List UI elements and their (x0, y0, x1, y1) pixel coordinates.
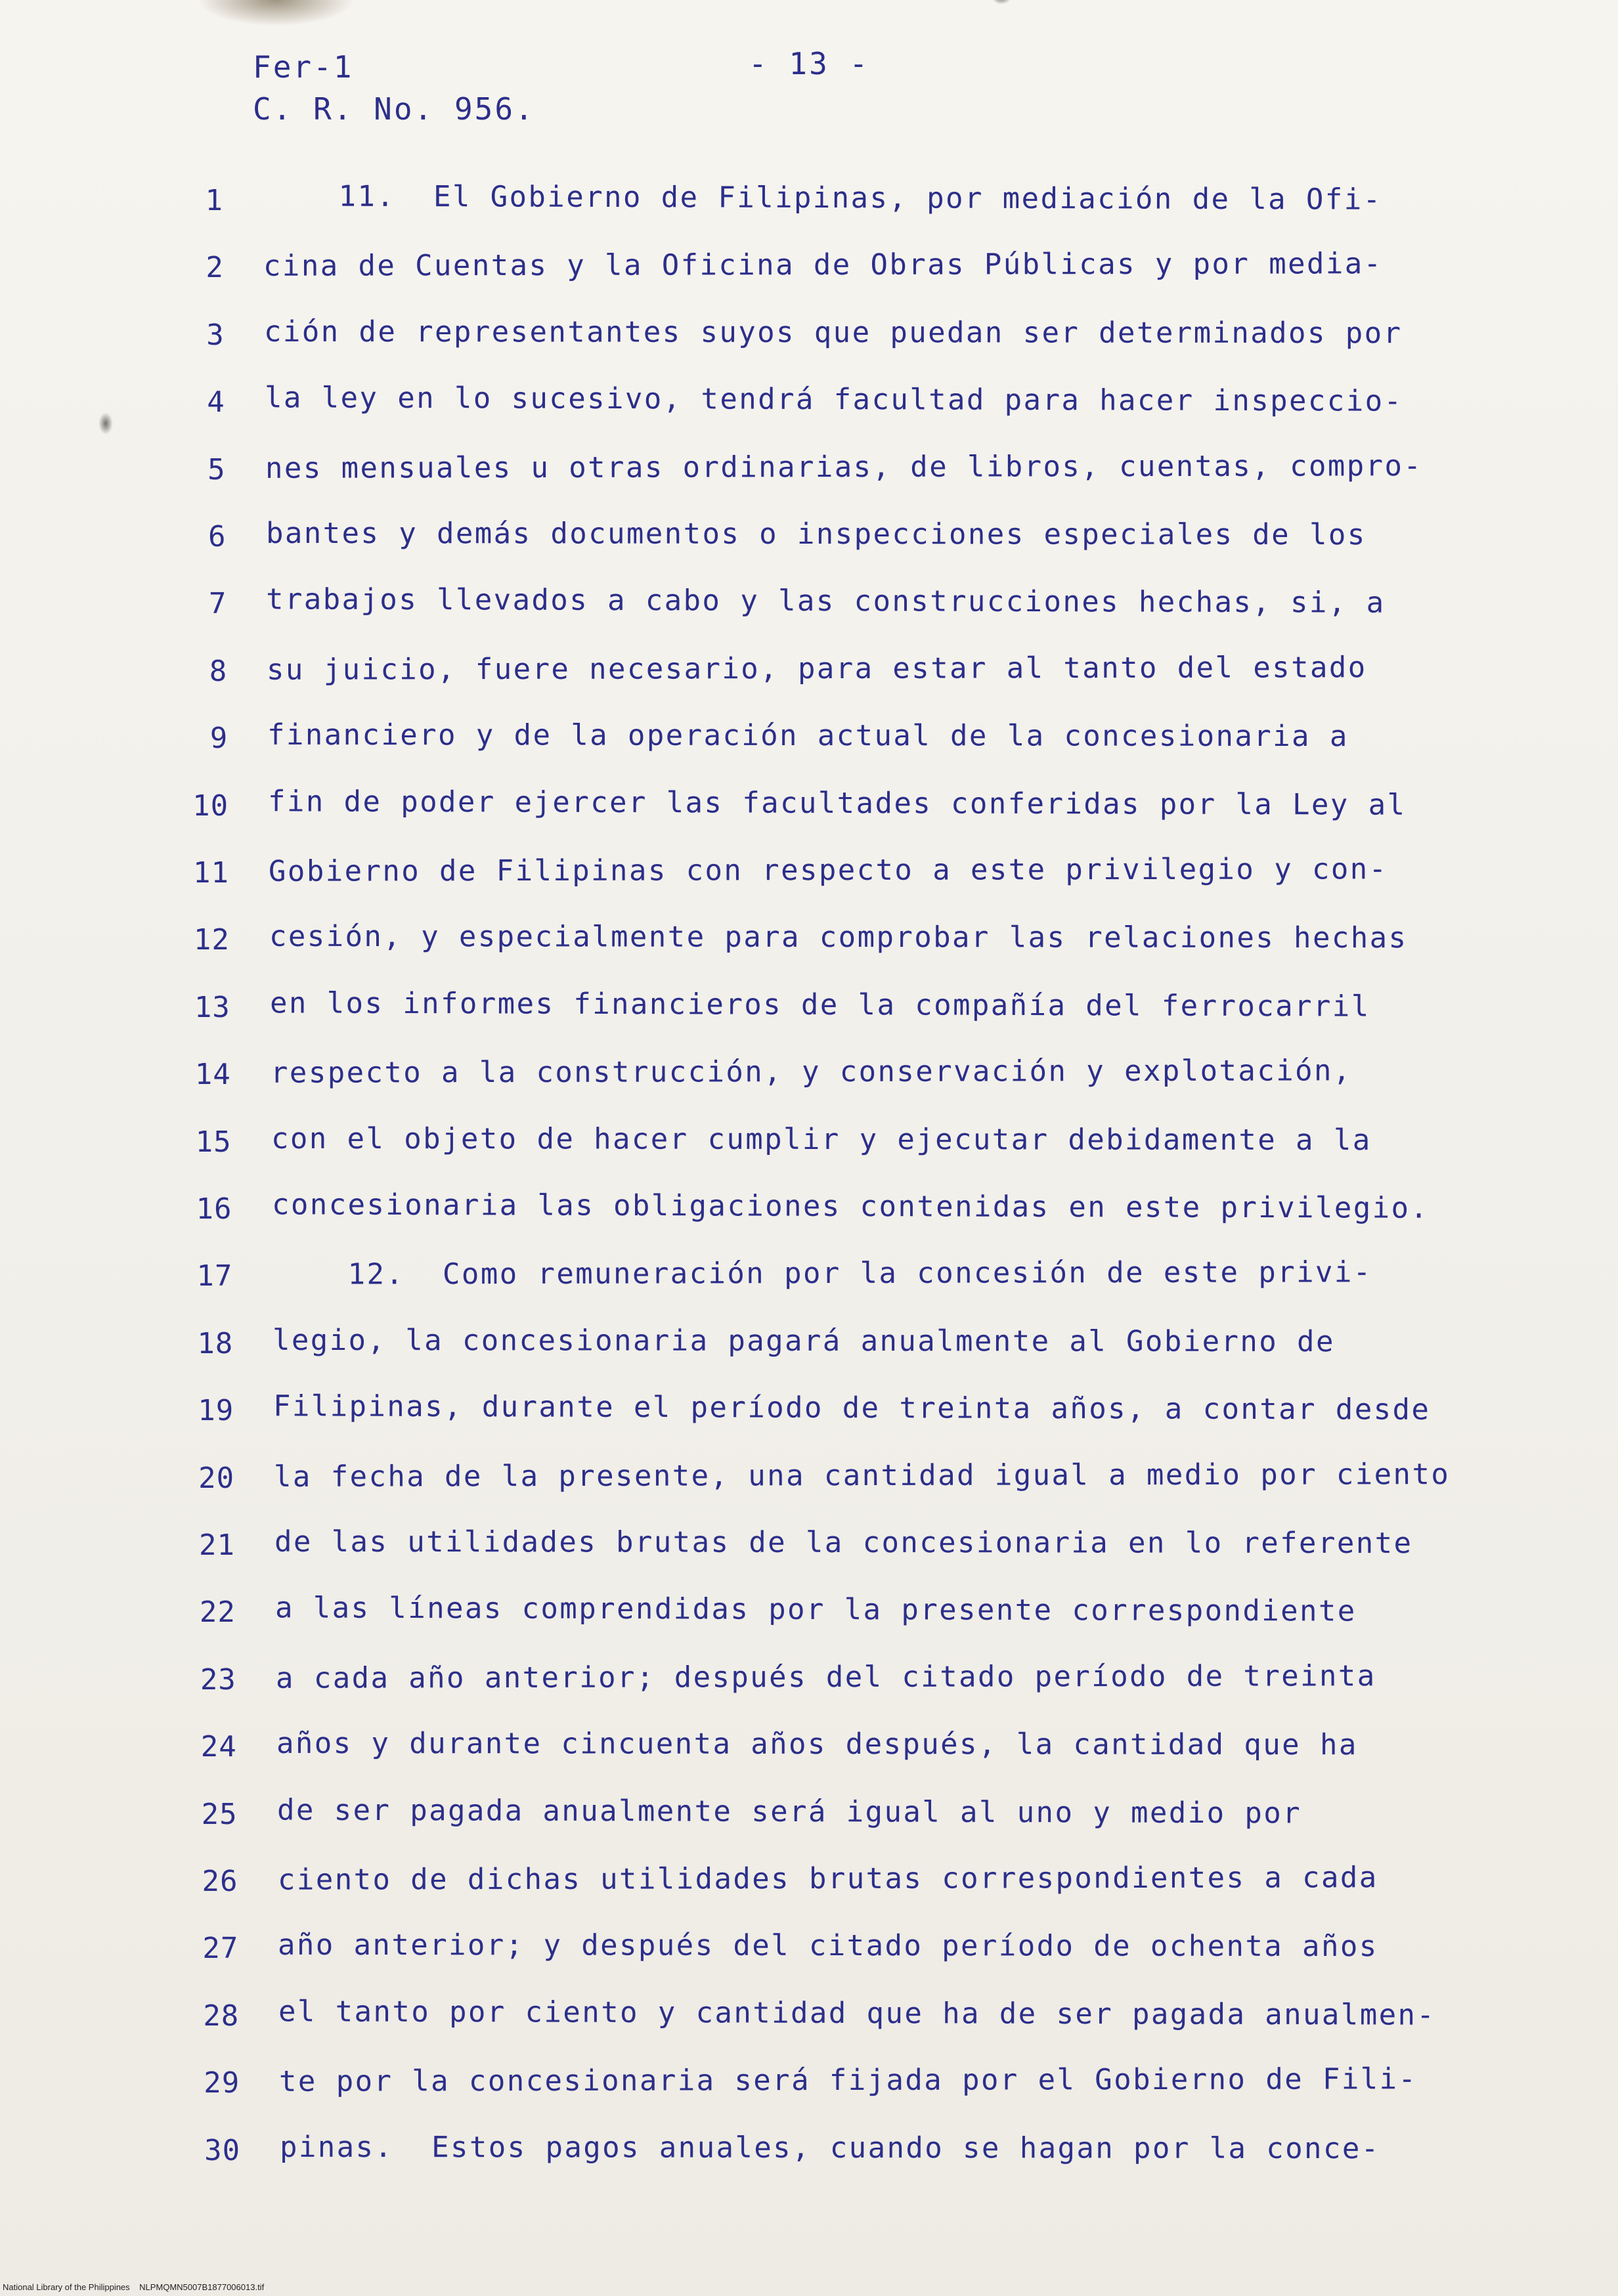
document-line: nes mensuales u otras ordinarias, de libros, cuentas, compro- (265, 448, 1422, 485)
line-number: 21 (199, 1528, 235, 1562)
document-reference (253, 46, 535, 130)
document-line: cesión, y especialmente para comprobar las relaciones hechas (269, 920, 1408, 955)
line-number: 26 (202, 1865, 238, 1898)
line-number: 5 (208, 452, 226, 487)
document-line: ciento de dichas utilidades brutas correspondientes a cada (277, 1861, 1378, 1897)
line-number: 18 (197, 1326, 234, 1360)
line-number: 6 (208, 520, 227, 553)
document-line: 11. El Gobierno de Filipinas, por mediación de la Ofi- (262, 179, 1382, 217)
paper-stain (992, 0, 1011, 4)
line-number: 11 (193, 856, 229, 890)
line-number: 1 (205, 184, 223, 217)
document-line: pinas. Estos pagos anuales, cuando se hagan por la conce- (280, 2130, 1380, 2165)
line-number: 16 (196, 1192, 232, 1226)
document-line: Gobierno de Filipinas con respecto a este privilegio y con- (268, 852, 1388, 888)
document-line: de las utilidades brutas de la concesionaria en lo referente (274, 1525, 1413, 1561)
document-line: legio, la concesionaria pagará anualmente al Gobierno de (273, 1323, 1336, 1358)
document-line: concesionaria las obligaciones contenidas en este privilegio. (271, 1188, 1429, 1225)
document-line: con el objeto de hacer cumplir y ejecutar debidamente a la (271, 1121, 1372, 1157)
document-line: 12. Como remuneración por la concesión de este privi- (272, 1255, 1373, 1292)
document-line: fin de poder ejercer las facultades conferidas por la Ley al (268, 784, 1407, 822)
document-line: a las líneas comprendidas por la presente correspondiente (274, 1591, 1357, 1628)
bill-number: C. R. No. 956. (253, 91, 535, 127)
line-number: 3 (206, 318, 225, 352)
document-line: la fecha de la presente, una cantidad igual a medio por ciento (274, 1457, 1451, 1494)
line-number: 19 (198, 1394, 234, 1428)
document-line: cina de Cuentas y la Oficina de Obras Públicas y por media- (263, 247, 1383, 284)
document-line: de ser pagada anualmente será igual al uno y medio por (276, 1793, 1301, 1830)
document-line: financiero y de la operación actual de la concesionaria a (267, 718, 1349, 754)
line-number: 8 (209, 654, 228, 688)
line-number: 30 (204, 2133, 241, 2167)
line-number: 20 (198, 1461, 235, 1495)
document-line: su juicio, fuere necesario, para estar al tanto del estado (267, 651, 1367, 687)
line-number: 9 (209, 722, 229, 756)
line-number: 27 (202, 1932, 239, 1966)
line-number: 28 (203, 1999, 240, 2033)
line-number: 4 (207, 385, 225, 420)
line-number: 22 (199, 1595, 236, 1630)
line-number: 15 (195, 1125, 232, 1159)
paper-speck (98, 412, 113, 435)
line-number: 23 (200, 1662, 236, 1697)
document-line: año anterior; y después del citado período de ochenta años (278, 1928, 1379, 1964)
document-line: ción de representantes suyos que puedan ser determinados por (263, 314, 1403, 351)
document-line: trabajos llevados a cabo y las construcciones hechas, si, a (266, 582, 1386, 620)
document-line: el tanto por ciento y cantidad que ha de ser pagada anualmen- (278, 1995, 1436, 2032)
line-number: 13 (194, 990, 230, 1024)
document-line: la ley en lo sucesivo, tendrá facultad para hacer inspeccio- (264, 381, 1403, 418)
line-number: 17 (196, 1259, 233, 1293)
page-number: - 13 - (749, 46, 870, 81)
document-line: a cada año anterior; después del citado período de treinta (275, 1659, 1376, 1695)
archive-footer: National Library of the Philippines NLPMQMN5007B1877006013.tif (3, 2282, 265, 2292)
document-line: respecto a la construcción, y conservación y explotación, (270, 1054, 1352, 1090)
line-number: 24 (200, 1730, 237, 1764)
line-number: 12 (193, 923, 230, 957)
document-line: bantes y demás documentos o inspecciones especiales de los (265, 516, 1367, 552)
document-line: años y durante cincuenta años después, la cantidad que ha (276, 1727, 1358, 1762)
line-number: 2 (206, 251, 224, 285)
line-number: 10 (192, 789, 229, 823)
line-number: 29 (204, 2066, 240, 2100)
line-number: 25 (201, 1797, 238, 1831)
line-number: 14 (194, 1058, 231, 1092)
reference-code: Fer-1 (253, 49, 354, 85)
document-line: te por la concesionaria será fijada por el Gobierno de Fili- (279, 2062, 1418, 2099)
line-number: 7 (208, 587, 227, 621)
paper-stain (197, 0, 355, 26)
document-line: Filipinas, durante el período de treinta años, a contar desde (273, 1389, 1431, 1427)
document-line: en los informes financieros de la compañía del ferrocarril (269, 986, 1370, 1024)
